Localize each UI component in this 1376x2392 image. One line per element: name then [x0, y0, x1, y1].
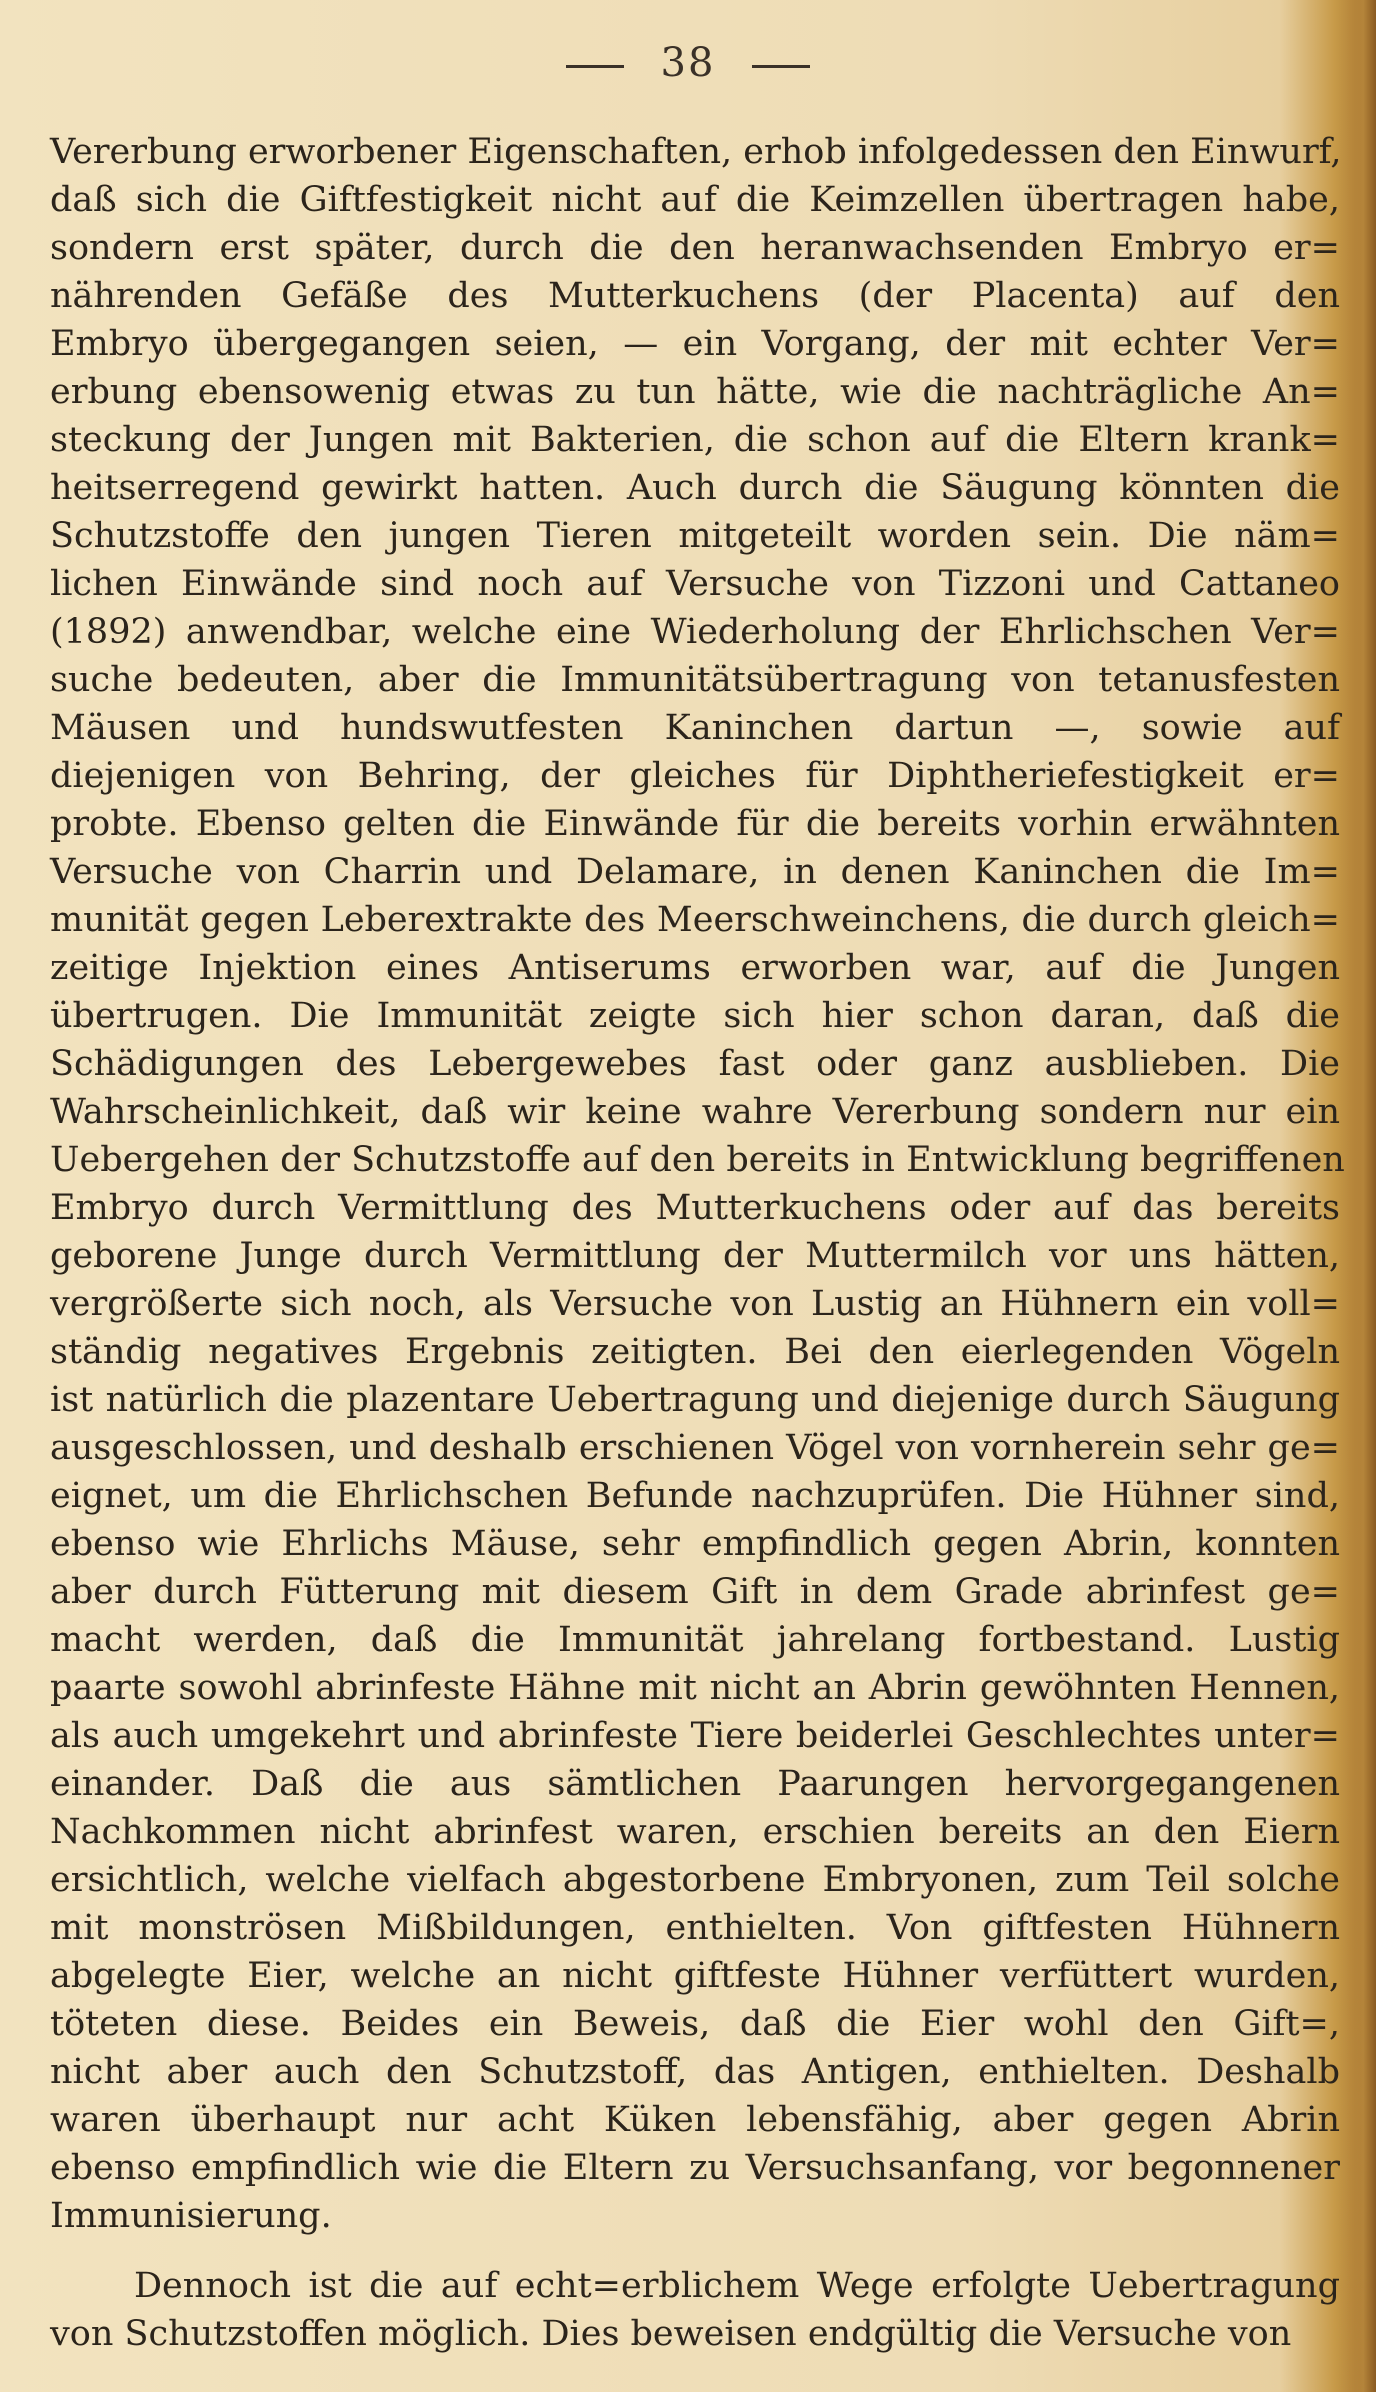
text-line: aber durch Fütterung mit diesem Gift in dem Grade abrinfest ge=	[50, 1572, 1340, 1612]
text-line: ebenso empfindlich wie die Eltern zu Versuchsanfang, vor begonnener	[50, 2148, 1340, 2188]
text-line: vergrößerte sich noch, als Versuche von Lustig an Hühnern ein voll=	[50, 1284, 1340, 1324]
text-line: eignet, um die Ehrlichschen Befunde nachzuprüfen. Die Hühner sind,	[50, 1476, 1340, 1516]
text-line: Wahrscheinlichkeit, daß wir keine wahre Vererbung sondern nur ein	[50, 1092, 1340, 1132]
paragraph-gap	[50, 2244, 1340, 2266]
text-line: Dennoch ist die auf echt=erblichem Wege erfolgte Uebertragung	[134, 2266, 1340, 2306]
text-line: daß sich die Giftfestigkeit nicht auf die Keimzellen übertragen habe,	[50, 180, 1340, 220]
text-line: ersichtlich, welche vielfach abgestorbene Embryonen, zum Teil solche	[50, 1860, 1340, 1900]
text-line: einander. Daß die aus sämtlichen Paarungen hervorgegangenen	[50, 1764, 1340, 1804]
text-line: ständig negatives Ergebnis zeitigten. Bei den eierlegenden Vögeln	[50, 1332, 1340, 1372]
text-line: Schädigungen des Lebergewebes fast oder ganz ausblieben. Die	[50, 1044, 1340, 1084]
text-line: erbung ebensowenig etwas zu tun hätte, wie die nachträgliche An=	[50, 372, 1340, 412]
text-line: macht werden, daß die Immunität jahrelang fortbestand. Lustig	[50, 1620, 1340, 1660]
text-line: suche bedeuten, aber die Immunitätsübertragung von tetanusfesten	[50, 660, 1340, 700]
text-line: als auch umgekehrt und abrinfeste Tiere beiderlei Geschlechtes unter=	[50, 1716, 1340, 1756]
paragraph-1	[50, 132, 1345, 2244]
text-line: probte. Ebenso gelten die Einwände für die bereits vorhin erwähnten	[50, 804, 1340, 844]
text-line: Embryo übergegangen seien, — ein Vorgang, der mit echter Ver=	[50, 324, 1340, 364]
text-line: diejenigen von Behring, der gleiches für Diphtheriefestigkeit er=	[50, 756, 1340, 796]
text-line: Vererbung erworbener Eigenschaften, erhob infolgedessen den Einwurf,	[50, 132, 1342, 172]
text-line: Schutzstoffe den jungen Tieren mitgeteilt worden sein. Die näm=	[50, 516, 1340, 556]
text-line: ausgeschlossen, und deshalb erschienen Vögel von vornherein sehr ge=	[50, 1428, 1340, 1468]
text-line: Nachkommen nicht abrinfest waren, erschien bereits an den Eiern	[50, 1812, 1340, 1852]
text-line: von Schutzstoffen möglich. Dies beweisen endgültig die Versuche von	[50, 2314, 1292, 2354]
text-line: mit monströsen Mißbildungen, enthielten. Von giftfesten Hühnern	[50, 1908, 1340, 1948]
text-line: Mäusen und hundswutfesten Kaninchen dartun —, sowie auf	[50, 708, 1340, 748]
dash-left	[566, 65, 624, 68]
page-number: 38	[660, 40, 716, 86]
text-line: Uebergehen der Schutzstoffe auf den bereits in Entwicklung begriffenen	[50, 1140, 1345, 1180]
page-edge	[1348, 0, 1376, 2392]
text-line: heitserregend gewirkt hatten. Auch durch die Säugung könnten die	[50, 468, 1340, 508]
paragraph-2	[50, 2266, 1340, 2362]
text-line: waren überhaupt nur acht Küken lebensfähig, aber gegen Abrin	[50, 2100, 1340, 2140]
body-text	[50, 132, 1345, 2362]
page-number-header	[0, 40, 1376, 86]
text-line: paarte sowohl abrinfeste Hähne mit nicht an Abrin gewöhnten Hennen,	[50, 1668, 1340, 1708]
text-line: Versuche von Charrin und Delamare, in denen Kaninchen die Im=	[50, 852, 1340, 892]
text-line: zeitige Injektion eines Antiserums erworben war, auf die Jungen	[50, 948, 1340, 988]
dash-right	[752, 65, 810, 68]
text-line: nicht aber auch den Schutzstoff, das Antigen, enthielten. Deshalb	[50, 2052, 1340, 2092]
text-line: abgelegte Eier, welche an nicht giftfeste Hühner verfüttert wurden,	[50, 1956, 1340, 1996]
text-line: lichen Einwände sind noch auf Versuche von Tizzoni und Cattaneo	[50, 564, 1340, 604]
text-line: ist natürlich die plazentare Uebertragung und diejenige durch Säugung	[50, 1380, 1340, 1420]
text-line: munität gegen Leberextrakte des Meerschweinchens, die durch gleich=	[50, 900, 1340, 940]
text-line: sondern erst später, durch die den heranwachsenden Embryo er=	[50, 228, 1340, 268]
text-line: steckung der Jungen mit Bakterien, die schon auf die Eltern krank=	[50, 420, 1340, 460]
text-line: Embryo durch Vermittlung des Mutterkuchens oder auf das bereits	[50, 1188, 1340, 1228]
text-line: ebenso wie Ehrlichs Mäuse, sehr empfindlich gegen Abrin, konnten	[50, 1524, 1340, 1564]
text-line: nährenden Gefäße des Mutterkuchens (der Placenta) auf den	[50, 276, 1340, 316]
text-line: Immunisierung.	[50, 2196, 332, 2236]
text-line: übertrugen. Die Immunität zeigte sich hier schon daran, daß die	[50, 996, 1340, 1036]
text-line: geborene Junge durch Vermittlung der Muttermilch vor uns hätten,	[50, 1236, 1340, 1276]
text-line: töteten diese. Beides ein Beweis, daß die Eier wohl den Gift=,	[50, 2004, 1340, 2044]
text-line: (1892) anwendbar, welche eine Wiederholung der Ehrlichschen Ver=	[50, 612, 1340, 652]
